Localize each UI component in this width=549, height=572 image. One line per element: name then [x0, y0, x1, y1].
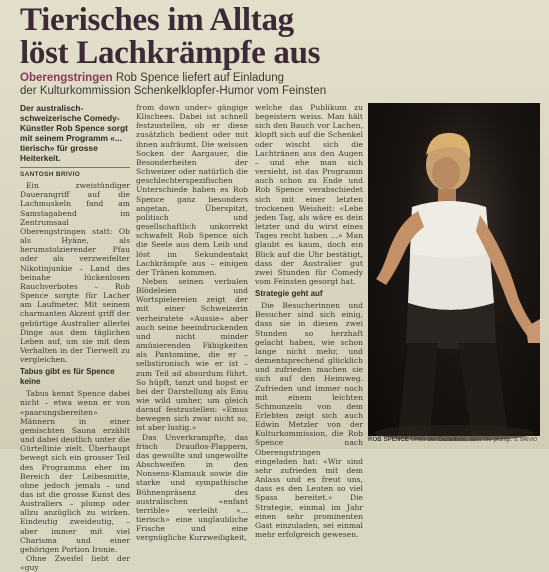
article-column-2 [136, 103, 248, 543]
article-column-3 [255, 103, 363, 539]
byline: SANTOSH BRIVIO [20, 167, 130, 179]
body-paragraph: Neben seinen verbalen Blödeleien und Wortspielereien zeigt der mit einer Schweizerin verheiratete «Aussie» aber auch seine beeindruckenden und nicht minder amüsierenden Fähigkeiten als Pantomime, die er – selbstironisch wie er ist – zum Teil ad absurdum führt. So hüpft, tanzt und hopst er bei der Darstellung als Emu wie wild umher, um gleich darauf festzustellen: «Emus bewegen sich zwar nicht so, ist aber lustig.» [136, 276, 248, 433]
subheading: Tabus gibt es für Spence keine [20, 367, 115, 387]
body-paragraph: welche das Publikum zu begeistern weiss. Man hält sich den Bauch vor Lachen, klopft sich auf die Schenkel oder wischt sich die Lachtränen aus den Augen – und ehe man sich versieht, ist das Programm auch schon zu Ende und Rob Spence verabschiedet sich mit einer letzten trockenen Weisheit: «Lebe jeden Tag, als wäre es dein letzter und du wirst eines Tages recht haben ...» Man glaubt es kaum, doch ein Blick auf die Uhr bestätigt, dass der Australier gut zwei Stunden für Comedy vom Feinsten gesorgt hat. [255, 103, 363, 286]
lead-paragraph: Der australisch-schweizerische Comedy-Künstler Rob Spence sorgt mit seinem Programm «... tierisch» für grosse Heiterkeit. [20, 103, 128, 163]
photo-caption [368, 436, 544, 444]
body-paragraph: Ein zweistündiger Dauerangriff auf die Lachmuskeln fand am Samstagabend im Zentrumsaal Oberengstringen statt: Ob als Hyäne, als herumstolzierender Pfau oder als verzweifelter Nikotinjunkie – Land des beinahe lückenlosen Rauchverbotes – Rob Spence sorgte für Lacher am Laufmeter. Mit seinem charmanten Akzent griff der gebürtige Australier allerlei Dinge aus dem täglichen Leben auf, um sie mit dem Verhalten in der Tierwelt zu vergleichen. [20, 181, 130, 365]
headline-line-1: Tierisches im Alltag [20, 2, 294, 38]
caption-name: ROB SPENCE [368, 436, 409, 443]
subheading: Strategie geht auf [255, 289, 323, 299]
body-paragraph: Das Unverkrampfte, das frisch Drauflos-Plappern, das gewollte und ungewollte Abschweifen in den Nonsens-Klamauk sowie die starke und sympathische Bühnenpräsenz des australischen «enfant terrible» verleiht «... tierisch» eine unglaubliche Frische und eine vergnügliche Kurzweiligkeit, [136, 432, 248, 543]
performer-illustration [368, 103, 540, 436]
deck-text-2: der Kulturkommission Schenkelklopfer-Humor vom Feinsten [20, 85, 327, 97]
caption-text: Unter der Gürtellinie, aber nie plump. [408, 436, 513, 443]
performer-photo [368, 103, 540, 436]
headline-line-2: löst Lachkrämpfe aus [20, 35, 321, 71]
body-paragraph: Ohne Zweifel liebt der «guy [20, 554, 130, 572]
photo-credit: S. BRIVIO [514, 437, 538, 443]
body-paragraph: from down under» gängige Klischees. Dabei ist schnell festzustellen, ob er diese zusätzlich bedient oder mit ihnen aufräumt. Die weissen Socken der Aargauer, die Besonderheiten der Schweizer oder natürlich die geschlechterspezifischen Unterschiede haben es Rob Spence ganz besonders angetan. Überspitzt, politisch und gesellschaftlich unkorrekt schwafelt Rob Spence sich die Seele aus dem Leib und löst im Sekundentakt Lachkrämpfe aus – einigen der Tränen kommen. [136, 103, 248, 277]
deck-location: Oberengstringen [20, 72, 113, 84]
article-column-1 [20, 103, 130, 572]
body-paragraph: Tabus kennt Spence dabei nicht – etwa wenn er von «paarungsbereiten» Männern in einer gemischten Sauna erzählt und dabei deutlich unter die Gürtellinie zielt. Überhaupt bewegt sich ein grosser Teil des Programms eher im Bereich der Leibesmitte, ohne jedoch jemals – und das ist die grosse Kunst des Australiers – plump oder allzu anzüglich zu wirken. Eindeutig zweideutig, – aber immer mit viel Charisma und einer gehörigen Portion Ironie. [20, 389, 130, 554]
body-paragraph: Die Besucherinnen und Besucher sind sich einig, dass sie in diesen zwei Stunden so herzhaft gelacht haben, wie schon lange nicht mehr, und dementsprechend glücklich und zufrieden machen sie sich auf den Heimweg. Zufrieden und immer noch mit einem leichten Schmunzeln von dem Erlebten zeigt sich auch Edwin Metzler von der Kulturkommission, die Rob Spence nach Oberengstringen eingeladen hat: «Wir sind sehr zufrieden mit dem Anlass und es freut uns, dass es den Leuten so viel Spass bereitet.» Die Strategie, einmal im Jahr einen sehr prominenten Gast einzuladen, sei einmal mehr erfolgreich gewesen. [255, 301, 363, 540]
headline [20, 4, 540, 70]
deck-text-1: Rob Spence liefert auf Einladung [112, 72, 284, 84]
deck [20, 72, 540, 98]
